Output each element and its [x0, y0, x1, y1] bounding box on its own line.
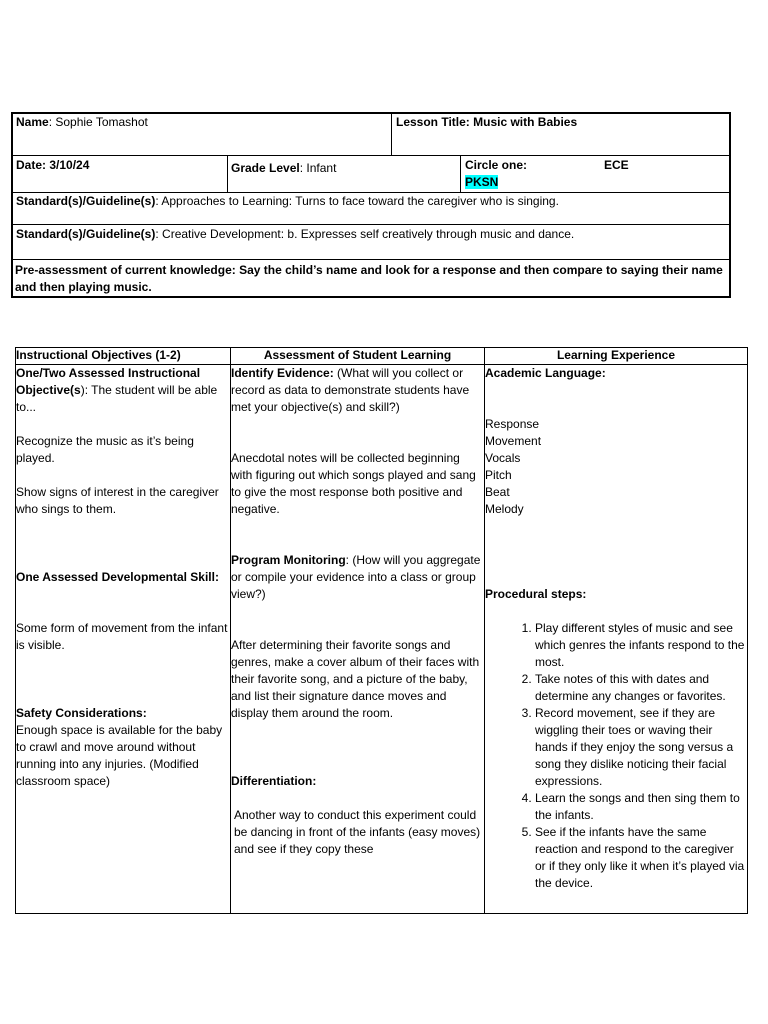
procedural-step: 5. See if the infants have the same reaction and respond to the caregiver or if they only like it when it’s played via the device.	[535, 824, 745, 892]
circle-option-ece: ECE	[604, 158, 629, 172]
vocab-item: Beat	[485, 485, 510, 499]
vocab-item: Response	[485, 417, 540, 431]
col-header-assessment: Assessment of Student Learning	[263, 348, 452, 362]
objectives-column	[16, 365, 228, 790]
procedural-step: 3. Record movement, see if they are wiggling their toes or waving their hands if they enjoy the song versus a song they dislike noticing their facial expressions.	[535, 705, 745, 790]
col-divider	[391, 112, 392, 155]
row-divider	[11, 224, 731, 225]
col-header-objectives: Instructional Objectives (1-2)	[16, 348, 181, 362]
standard-1-label: Standard(s)/Guideline(s)	[16, 194, 156, 208]
col-divider	[227, 155, 228, 192]
pksn-highlight: PKSN	[465, 175, 499, 189]
assessment-column	[231, 365, 481, 858]
vocab-item: Pitch	[485, 468, 512, 482]
evidence-answer: Anecdotal notes will be collected beginning with figuring out which songs played and sang to give the most response both positive and negative.	[231, 451, 476, 516]
grade-label: Grade Level	[231, 161, 300, 175]
standard-1-text: Approaches to Learning: Turns to face toward the caregiver who is singing.	[161, 194, 559, 208]
name-value: Sophie Tomashot	[55, 115, 148, 129]
row-divider	[11, 259, 731, 260]
row-divider	[11, 155, 731, 156]
name-field: Name: Sophie Tomashot	[16, 115, 148, 129]
safety-text: Enough space is available for the baby to crawl and move around without running into any injuries. (Modified classroom space)	[16, 723, 223, 788]
procedural-steps	[485, 620, 745, 892]
preassessment: Pre-assessment of current knowledge: Say the child’s name and look for a response and then compare to saying their name and then playing music.	[15, 263, 723, 294]
col-divider	[460, 155, 461, 192]
monitoring-block: Program Monitoring: (How will you aggregate or compile your evidence into a class or group view?)	[231, 553, 481, 601]
academic-language-heading: Academic Language:	[485, 366, 606, 380]
procedural-step: 4. Learn the songs and then sing them to the infants.	[535, 790, 745, 824]
objective-item-2: Show signs of interest in the caregiver who sings to them.	[16, 485, 219, 516]
grade-value: Infant	[306, 161, 337, 175]
objective-item-1: Recognize the music as it’s being played.	[16, 434, 194, 465]
dev-skill-heading: One Assessed Developmental Skill:	[16, 570, 219, 584]
circle-option-pksn	[465, 174, 545, 191]
col-header-experience: Learning Experience	[556, 348, 676, 362]
grade-field: Grade Level: Infant	[231, 161, 337, 175]
standard-2: Standard(s)/Guideline(s): Creative Development: b. Expresses self creatively through music and dance.	[16, 227, 575, 241]
lesson-title: Lesson Title: Music with Babies	[396, 115, 578, 129]
vocab-item: Vocals	[485, 451, 521, 465]
circle-label: Circle one:	[465, 158, 528, 172]
standard-2-text: Creative Development: b. Expresses self creatively through music and dance.	[162, 227, 575, 241]
standard-2-label: Standard(s)/Guideline(s)	[16, 227, 156, 241]
safety-heading: Safety Considerations:	[16, 706, 147, 720]
vocab-item: Melody	[485, 502, 524, 516]
dev-skill-text: Some form of movement from the infant is visible.	[16, 621, 228, 652]
procedural-heading: Procedural steps:	[485, 587, 587, 601]
date-field: Date: 3/10/24	[16, 158, 90, 172]
differentiation-answer: Another way to conduct this experiment could be dancing in front of the infants (easy moves) and see if they copy these	[234, 808, 481, 856]
evidence-block: Identify Evidence: (What will you collect or record as data to demonstrate students have met your objective(s) and skill?)	[231, 366, 470, 414]
experience-column	[485, 365, 745, 892]
differentiation-heading: Differentiation:	[231, 774, 317, 788]
procedural-step: 2. Take notes of this with dates and determine any changes or favorites.	[535, 671, 745, 705]
monitoring-answer: After determining their favorite songs and genres, make a cover album of their faces with their favorite song, and a picture of the baby, and list their signature dance moves and display them around the room.	[231, 638, 480, 720]
name-label: Name	[16, 115, 49, 129]
vocab-item: Movement	[485, 434, 542, 448]
procedural-step: 1. Play different styles of music and see which genres the infants respond to the most.	[535, 620, 745, 671]
objectives-heading: One/Two Assessed Instructional Objective(s): The student will be able to...	[16, 366, 218, 414]
standard-1: Standard(s)/Guideline(s): Approaches to Learning: Turns to face toward the caregiver who is singing.	[16, 194, 559, 208]
